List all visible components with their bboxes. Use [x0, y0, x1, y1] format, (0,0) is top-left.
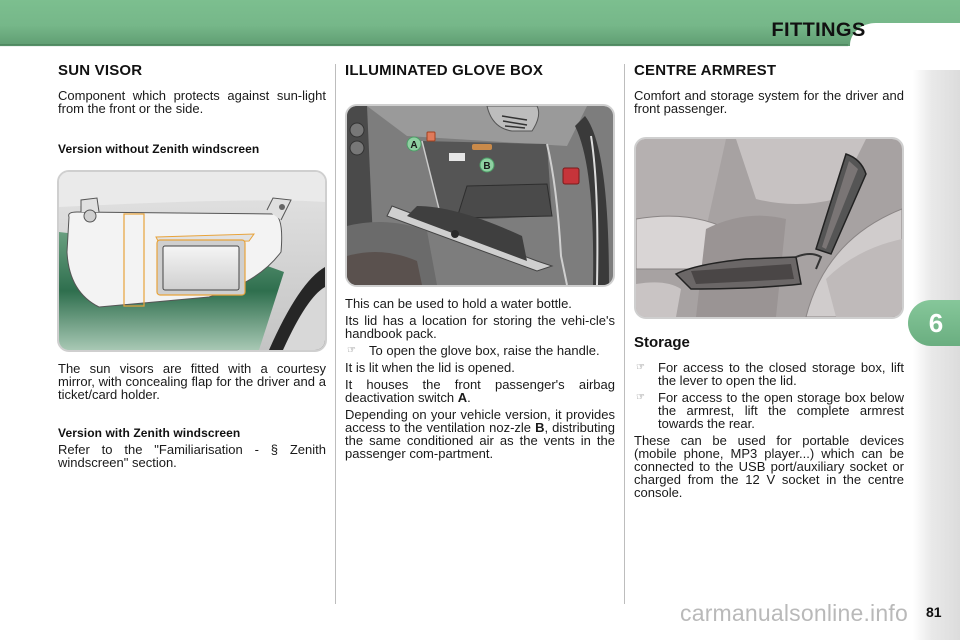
chapter-tab[interactable] — [908, 300, 960, 346]
nozzle-label-b: B — [535, 420, 545, 435]
pointing-hand-icon: ☞ — [636, 362, 645, 373]
p4-end: . — [467, 390, 471, 405]
chapter-number: 6 — [928, 307, 944, 338]
armrest-intro: Comfort and storage system for the driver and front passenger. — [634, 88, 904, 116]
section-title: ILLUMINATED GLOVE BOX — [345, 62, 544, 79]
section-armrest-storage — [634, 334, 904, 499]
side-strip — [913, 70, 960, 640]
subtitle-without-zenith: Version without Zenith windscreen — [58, 142, 260, 156]
header-notch — [850, 23, 960, 47]
bullet-text: For access to the open storage box below the armrest, lift the complete armrest towards the rear. — [658, 390, 904, 431]
column-divider — [335, 64, 336, 604]
switch-label-a: A — [457, 390, 468, 405]
sun-visor-description: The sun visors are fitted with a courtesy mirror, with concealing flap for the driver and a ticket/card holder. — [58, 361, 326, 402]
pointing-hand-icon: ☞ — [636, 392, 645, 403]
glove-box-illustration — [345, 104, 615, 287]
p5-end: , distributing the same conditioned air as the vents in the passenger com-partment. — [345, 420, 615, 461]
glove-box-bullet — [345, 344, 615, 357]
page-number: 81 — [926, 604, 942, 620]
glove-box-p3: It is lit when the lid is opened. — [345, 360, 515, 375]
sun-visor-illustration — [57, 170, 327, 352]
label-b: B — [483, 161, 491, 172]
pointing-hand-icon: ☞ — [347, 345, 356, 356]
refer-text: Refer to the "Familiarisation - § Zenith windscreen" section. — [58, 442, 326, 470]
p5-text: Depending on your vehicle version, it provides access to the ventilation noz-zle — [345, 407, 615, 435]
section-title: CENTRE ARMREST — [634, 62, 777, 79]
portable-devices-text: These can be used for portable devices (mobile phone, MP3 player...) which can be connected to the USB port/auxiliary socket or charged from the 12 V socket in the centre console. — [634, 433, 904, 500]
bullet-text: For access to the closed storage box, lift the lever to open the lid. — [658, 360, 904, 388]
section-sun-visor-lower — [58, 362, 326, 469]
bullet-text: To open the glove box, raise the handle. — [369, 343, 600, 358]
intro-text: Component which protects against sun-light from the front or the side. — [58, 88, 326, 116]
section-glove-box — [345, 60, 615, 80]
glove-box-p2: Its lid has a location for storing the vehi-cle's handbook pack. — [345, 313, 615, 341]
glove-box-p1: This can be used to hold a water bottle. — [345, 296, 572, 311]
watermark: carmanualsonline.info — [680, 600, 908, 626]
p4-text: It houses the front passenger's airbag deactivation switch — [345, 377, 615, 405]
centre-armrest-illustration — [634, 137, 904, 319]
section-centre-armrest — [634, 60, 904, 115]
chapter-title: FITTINGS — [771, 20, 866, 41]
storage-title: Storage — [634, 334, 690, 351]
header-shadow — [0, 44, 848, 47]
glove-box-p5 — [345, 408, 615, 460]
section-glove-box-text — [345, 297, 615, 460]
storage-bullet-2 — [634, 391, 904, 430]
section-title: SUN VISOR — [58, 62, 143, 79]
section-sun-visor — [58, 60, 326, 156]
glove-box-p4 — [345, 378, 615, 404]
column-divider — [624, 64, 625, 604]
storage-bullet-1 — [634, 361, 904, 387]
subtitle-with-zenith: Version with Zenith windscreen — [58, 426, 241, 440]
label-a: A — [410, 140, 418, 151]
